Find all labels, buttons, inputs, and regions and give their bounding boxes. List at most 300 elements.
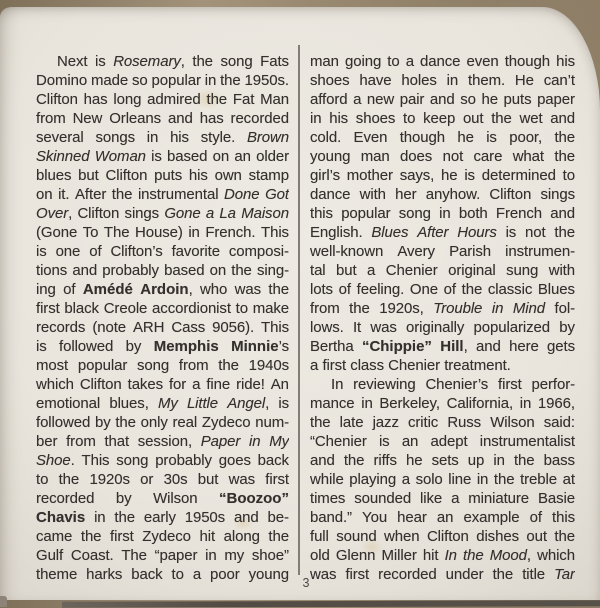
text-line — [36, 71, 289, 90]
word: from — [36, 110, 66, 127]
word: be- — [267, 509, 289, 526]
word: example — [463, 509, 520, 526]
word: Orleans — [109, 110, 162, 127]
word: num- — [255, 414, 289, 431]
word: along — [223, 528, 260, 545]
text-line — [310, 109, 575, 128]
word: from — [178, 357, 209, 374]
word: this — [552, 509, 575, 526]
word: a — [367, 262, 376, 279]
word: several — [36, 129, 84, 146]
word: Amédé — [82, 281, 133, 298]
word: Ardoin, — [140, 281, 193, 298]
text-line — [310, 508, 575, 527]
text-line — [310, 185, 575, 204]
word: by — [94, 414, 111, 431]
word: late — [339, 414, 364, 431]
word: black — [64, 300, 99, 317]
word: Wilson — [490, 414, 535, 431]
word: La — [219, 205, 236, 222]
word: only — [140, 414, 168, 431]
word: instrumentalist — [479, 433, 575, 450]
text-line — [36, 90, 289, 109]
word: recorded — [36, 490, 95, 507]
word: Cass — [171, 319, 206, 336]
word: he — [441, 167, 458, 184]
word: lows. — [310, 319, 344, 336]
word: class — [350, 357, 384, 374]
text-line — [36, 394, 289, 413]
word: he — [405, 452, 423, 469]
word: a — [310, 357, 319, 374]
text-line — [310, 318, 575, 337]
word: Clifton — [79, 376, 122, 393]
word: that — [104, 433, 130, 450]
word: records — [36, 319, 86, 336]
word: tal — [310, 262, 326, 279]
word: He — [514, 72, 534, 89]
word: by — [125, 338, 142, 355]
word: New — [72, 110, 103, 127]
word: “Boozoo” — [218, 490, 289, 507]
word: when — [384, 528, 420, 545]
word: who — [200, 281, 228, 298]
word: favorite — [171, 243, 220, 260]
word: the — [463, 547, 484, 564]
word: though — [504, 53, 551, 70]
word: first — [322, 357, 347, 374]
word: This — [81, 452, 110, 469]
word: Skinned — [36, 148, 90, 165]
text-line — [36, 489, 289, 508]
word: was — [234, 281, 262, 298]
word: hear — [397, 509, 427, 526]
word: Next — [57, 53, 88, 70]
word: Domino — [36, 72, 88, 89]
text-line — [36, 128, 289, 147]
word: sounded — [354, 490, 412, 507]
word: in — [188, 224, 200, 241]
word: Zydeco — [142, 528, 191, 545]
word: is — [95, 53, 106, 70]
text-line — [36, 185, 289, 204]
word: sings — [124, 205, 160, 222]
word: in — [204, 72, 217, 89]
word: House) — [135, 224, 183, 241]
word: man — [310, 53, 339, 70]
word: man — [360, 148, 390, 165]
word: goes — [218, 452, 251, 469]
word: Chenier — [388, 357, 441, 374]
text-line — [310, 242, 575, 261]
word: harks — [86, 566, 123, 583]
word: Blues — [371, 224, 409, 241]
word: puts — [503, 91, 532, 108]
word: and — [310, 452, 335, 469]
word: Trouble — [433, 300, 483, 317]
word: Done — [224, 186, 260, 203]
word: Clifton — [426, 528, 469, 545]
text-line — [310, 280, 575, 299]
word: the — [206, 91, 228, 108]
word: of — [529, 509, 542, 526]
word: is — [505, 224, 517, 241]
word: reviewing — [353, 376, 416, 393]
word: probably — [102, 262, 159, 279]
text-line — [36, 375, 289, 394]
word: The — [103, 224, 130, 241]
word: probably — [155, 452, 212, 469]
word: followed — [36, 414, 91, 431]
text-line — [310, 546, 575, 565]
word: was — [370, 319, 397, 336]
word: 1940s — [248, 357, 289, 374]
word: bass — [543, 452, 575, 469]
word: and — [476, 338, 501, 355]
word: Parish — [449, 243, 491, 260]
word: paper — [537, 91, 575, 108]
word: a — [353, 91, 362, 108]
word: California, — [446, 395, 514, 412]
text-line — [36, 280, 289, 299]
text-line — [36, 565, 289, 584]
word: Fats — [260, 53, 289, 70]
word: a — [192, 376, 201, 393]
text-line — [310, 147, 575, 166]
word: but — [336, 262, 357, 279]
word: to — [235, 300, 248, 317]
word: song — [398, 205, 431, 222]
word: this — [310, 205, 333, 222]
word: young — [310, 148, 351, 165]
word: the — [349, 300, 370, 317]
word: Woman — [94, 148, 146, 165]
word: the — [310, 414, 331, 431]
word: Brown — [246, 129, 289, 146]
text-line — [36, 508, 289, 527]
word: admired — [147, 91, 201, 108]
word: Clifton — [77, 205, 120, 222]
word: the — [268, 528, 289, 545]
word: 1950s. — [244, 72, 289, 89]
word: Coast. — [70, 547, 114, 564]
word: pair — [399, 91, 425, 108]
word: theme — [36, 566, 78, 583]
word: recorded — [230, 110, 289, 127]
word: the — [268, 281, 289, 298]
word: to — [403, 110, 416, 127]
word: on — [209, 262, 227, 279]
word: Hours — [457, 224, 497, 241]
word: the — [343, 452, 365, 469]
word: girl’s — [310, 167, 340, 184]
word: the — [491, 110, 512, 127]
word: Minnie’s — [231, 338, 289, 355]
word: classic — [487, 281, 533, 298]
word: session, — [137, 433, 193, 450]
word: to — [36, 471, 49, 488]
word: early — [143, 509, 176, 526]
word: popular — [151, 72, 201, 89]
word: the — [493, 471, 515, 488]
word: adept — [430, 433, 468, 450]
word: It — [352, 319, 362, 336]
text-line — [36, 261, 289, 280]
word: blues — [36, 167, 72, 184]
word: In — [331, 376, 344, 393]
word: to — [562, 167, 575, 184]
word: accordionist — [152, 300, 231, 317]
word: is — [464, 167, 475, 184]
word: keep — [423, 110, 456, 127]
word: emotional — [36, 395, 101, 412]
word: own — [214, 167, 242, 184]
word: band.” — [310, 509, 352, 526]
word: an — [436, 509, 454, 526]
word: the — [80, 528, 102, 545]
word: fine — [206, 376, 231, 393]
text-line — [36, 432, 289, 451]
word: has — [199, 110, 224, 127]
word: anyhow. — [425, 186, 481, 203]
word: (note — [92, 319, 127, 336]
word: in — [94, 509, 106, 526]
word: the — [554, 129, 575, 146]
word: Clifton’s — [110, 243, 163, 260]
word: back — [257, 452, 289, 469]
word: ber — [36, 433, 58, 450]
word: first — [265, 471, 289, 488]
word: by — [115, 490, 132, 507]
word: style. — [200, 129, 236, 146]
text-line — [36, 204, 289, 223]
word: even — [466, 53, 499, 70]
word: Fat — [232, 91, 255, 108]
word: instrumental — [137, 186, 219, 203]
word: but — [197, 471, 219, 488]
word: Over, — [36, 205, 73, 222]
text-line — [36, 470, 289, 489]
word: in — [493, 452, 505, 469]
text-line — [36, 546, 289, 565]
word: young — [248, 566, 289, 583]
word: has — [83, 91, 108, 108]
word: them. — [468, 72, 506, 89]
word: Man — [260, 91, 289, 108]
text-line — [310, 71, 575, 90]
word: Shoe. — [36, 452, 75, 469]
word: the — [218, 357, 239, 374]
word: in — [519, 395, 532, 412]
text-line — [310, 128, 575, 147]
word: In — [444, 547, 457, 564]
word: is — [36, 338, 47, 355]
text-line — [310, 489, 575, 508]
word: dance — [420, 53, 461, 70]
word: is — [151, 148, 162, 165]
word: poor, — [509, 129, 543, 146]
word: the — [492, 566, 514, 583]
word: to — [387, 53, 400, 70]
word: and — [429, 91, 455, 108]
word: in — [476, 471, 489, 488]
word: composi- — [228, 243, 289, 260]
word: 1950s — [184, 509, 226, 526]
text-line — [310, 375, 575, 394]
word: of — [89, 243, 102, 260]
word: puts — [154, 167, 183, 184]
text-line — [310, 413, 575, 432]
word: while — [310, 471, 344, 488]
text-line — [36, 451, 289, 470]
word: riffs — [373, 452, 397, 469]
word: “Chenier — [310, 433, 367, 450]
word: for — [168, 376, 187, 393]
word: back — [131, 566, 163, 583]
word: determined — [481, 167, 556, 184]
word: says, — [399, 167, 435, 184]
word: Blues — [537, 281, 575, 298]
word: French. — [205, 224, 256, 241]
word: title — [522, 566, 546, 583]
word: wet — [519, 110, 543, 127]
word: the — [231, 262, 252, 279]
word: and — [550, 205, 575, 222]
word: an — [401, 433, 419, 450]
word: here — [509, 338, 539, 355]
text-line — [310, 223, 575, 242]
word: not — [442, 148, 464, 165]
word: Tar — [554, 566, 575, 583]
word: to — [171, 566, 184, 583]
word: Clifton — [489, 186, 532, 203]
liner-notes-page — [0, 7, 600, 600]
text-line — [310, 527, 575, 546]
word: Clifton — [36, 91, 78, 108]
text-line — [36, 299, 289, 318]
word: Russ — [447, 414, 482, 431]
page-corner-shadow — [0, 596, 7, 607]
word: takes — [127, 376, 163, 393]
word: care — [473, 148, 503, 165]
word: ride! — [236, 376, 265, 393]
word: treble — [520, 471, 557, 488]
word: by — [559, 319, 575, 336]
word: Paper — [200, 433, 241, 450]
word: going — [344, 53, 382, 70]
word: Chavis — [36, 509, 86, 526]
word: hit — [199, 528, 216, 545]
word: stamp — [248, 167, 289, 184]
text-line — [36, 147, 289, 166]
word: came — [36, 528, 73, 545]
word: long — [113, 91, 142, 108]
word: feeling. — [356, 281, 405, 298]
word: one — [55, 243, 81, 260]
word: Avery — [397, 243, 435, 260]
word: is — [378, 433, 390, 450]
word: times — [310, 490, 346, 507]
word: first — [36, 300, 60, 317]
word: Even — [353, 129, 388, 146]
word: Zydeco — [201, 414, 251, 431]
word: To — [82, 224, 99, 241]
page-bottom-edge — [62, 600, 600, 607]
text-line — [36, 337, 289, 356]
text-line — [310, 470, 575, 489]
word: or — [140, 471, 154, 488]
word: holes — [401, 72, 437, 89]
word: make — [252, 300, 289, 317]
word: not — [525, 224, 546, 241]
word: sung — [506, 262, 539, 279]
word: is — [36, 243, 47, 260]
word: in — [146, 129, 159, 146]
word: was — [228, 471, 255, 488]
word: old — [310, 547, 330, 564]
word: shoe” — [251, 547, 289, 564]
word: and — [72, 262, 98, 279]
word: well-known — [310, 243, 384, 260]
word: was — [310, 566, 337, 583]
word: his — [556, 53, 575, 70]
word: original — [448, 262, 496, 279]
word: You — [362, 509, 388, 526]
word: on — [212, 148, 230, 165]
word: first — [110, 528, 134, 545]
word: with — [548, 262, 575, 279]
word: sings — [540, 186, 575, 203]
word: Creole — [103, 300, 148, 317]
word: her — [395, 186, 417, 203]
text-line — [310, 565, 575, 584]
word: in — [439, 205, 451, 222]
word: of — [63, 281, 76, 298]
word: “Chippie” — [361, 338, 432, 355]
word: based — [167, 148, 208, 165]
word: originally — [406, 319, 465, 336]
word: line — [448, 471, 472, 488]
word: 30s — [163, 471, 188, 488]
text-line — [310, 261, 575, 280]
word: An — [270, 376, 289, 393]
word: first — [498, 376, 522, 393]
text-line — [36, 223, 289, 242]
word: his — [188, 167, 208, 184]
word: ing — [36, 281, 56, 298]
word: at — [562, 471, 575, 488]
word: my — [224, 547, 245, 564]
word: in — [361, 395, 373, 412]
word: which — [537, 547, 575, 564]
word: Maison — [241, 205, 289, 222]
page-number: 3 — [302, 576, 310, 590]
word: perfor- — [531, 376, 575, 393]
word: in — [310, 110, 322, 127]
word: English. — [310, 224, 363, 241]
text-line — [310, 356, 575, 375]
word: made — [90, 72, 129, 89]
word: the — [192, 53, 213, 70]
word: (Gone — [36, 224, 78, 241]
text-line — [310, 90, 575, 109]
word: have — [359, 72, 392, 89]
right-text-column — [310, 52, 575, 584]
word: from — [310, 300, 340, 317]
word: 1920s — [89, 471, 130, 488]
word: sets — [431, 452, 459, 469]
word: blues, — [109, 395, 149, 412]
